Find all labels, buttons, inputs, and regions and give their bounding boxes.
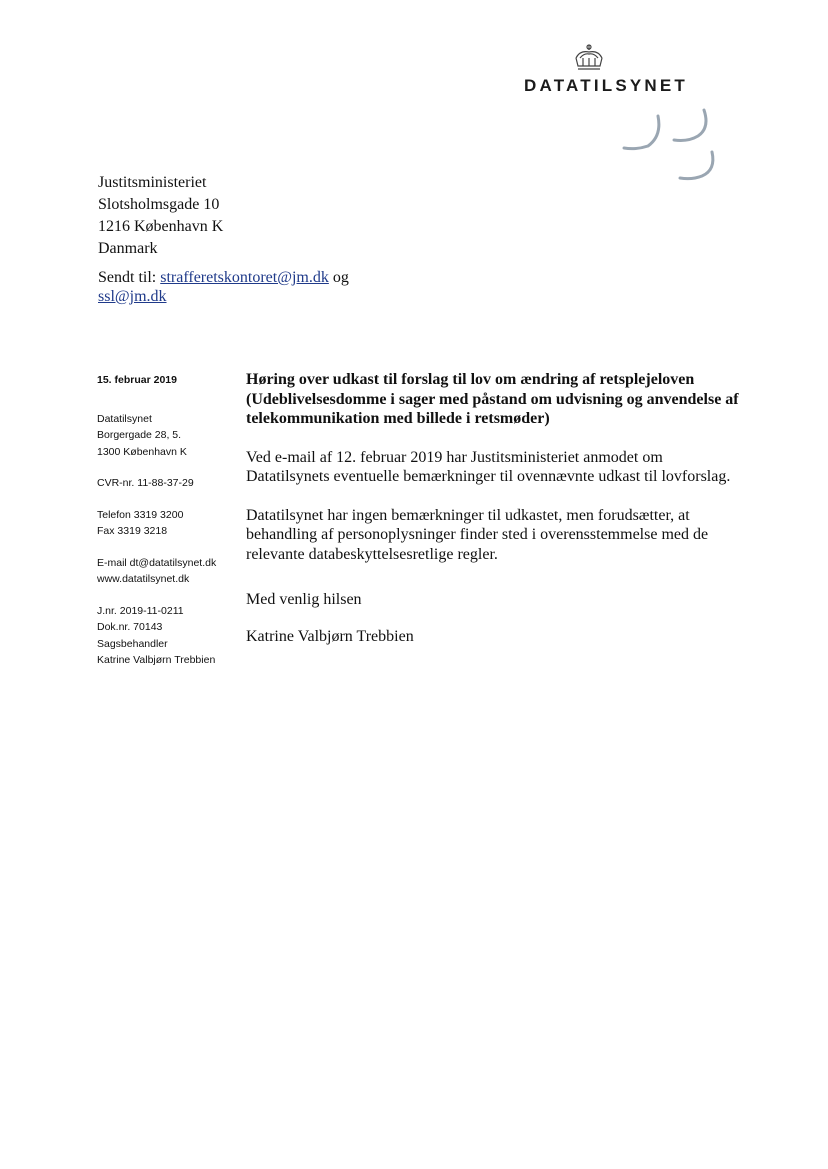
sent-to-label: Sendt til: [98, 269, 157, 286]
sender-phone: Telefon 3319 3200 [97, 508, 184, 521]
email-link-strafferet[interactable]: strafferetskontoret@jm.dk [160, 269, 329, 286]
logo-wordmark: DATATILSYNET [524, 76, 688, 95]
sender-email: E-mail dt@datatilsynet.dk [97, 556, 217, 569]
recipient-line: Danmark [98, 240, 158, 257]
letter-subject: Høring over udkast til forslag til lov om ændring af retsplejeloven (Udeblivelsesdomme i sager med påstand om udvisning og anvendelse af telekommunikation med billede i retsmøder) [246, 371, 739, 427]
handwritten-mark [618, 106, 728, 186]
crown-icon [572, 44, 606, 72]
sender-web: www.datatilsynet.dk [97, 573, 190, 585]
case-handler-label: Sagsbehandler [97, 637, 168, 650]
email-link-ssl[interactable]: ssl@jm.dk [98, 288, 167, 305]
sender-org: Datatilsynet [97, 412, 152, 425]
recipient-line: Justitsministeriet [98, 174, 207, 191]
letter-body [246, 370, 746, 665]
letter-paragraph-2: Datatilsynet har ingen bemærkninger til udkastet, men forudsætter, at behandling af personoplysninger finder sted i overensstemmelse med de relevante databeskyttelsesretlige regler. [246, 506, 709, 563]
recipient-address [98, 172, 223, 260]
sender-sidebar [97, 372, 237, 669]
case-handler-name: Katrine Valbjørn Trebbien [97, 654, 216, 666]
document-number: Dok.nr. 70143 [97, 621, 163, 633]
sender-fax: Fax 3319 3218 [97, 525, 168, 537]
letter-paragraph-1: Ved e-mail af 12. februar 2019 har Justitsministeriet anmodet om Datatilsynets eventuelle bemærkninger til ovennævnte udkast til lovforslag. [246, 448, 731, 485]
sent-to [98, 268, 349, 306]
recipient-line: Slotsholmsgade 10 [98, 196, 220, 213]
sender-street: Borgergade 28, 5. [97, 429, 182, 441]
recipient-line: 1216 København K [98, 218, 224, 235]
letter-date: 15. februar 2019 [97, 374, 177, 386]
sender-cvr: CVR-nr. 11-88-37-29 [97, 477, 194, 489]
letter-signature: Katrine Valbjørn Trebbien [246, 627, 414, 645]
sender-city: 1300 København K [97, 445, 187, 458]
journal-number: J.nr. 2019-11-0211 [97, 604, 184, 617]
sent-to-joiner: og [332, 269, 349, 286]
letter-greeting: Med venlig hilsen [246, 591, 362, 608]
